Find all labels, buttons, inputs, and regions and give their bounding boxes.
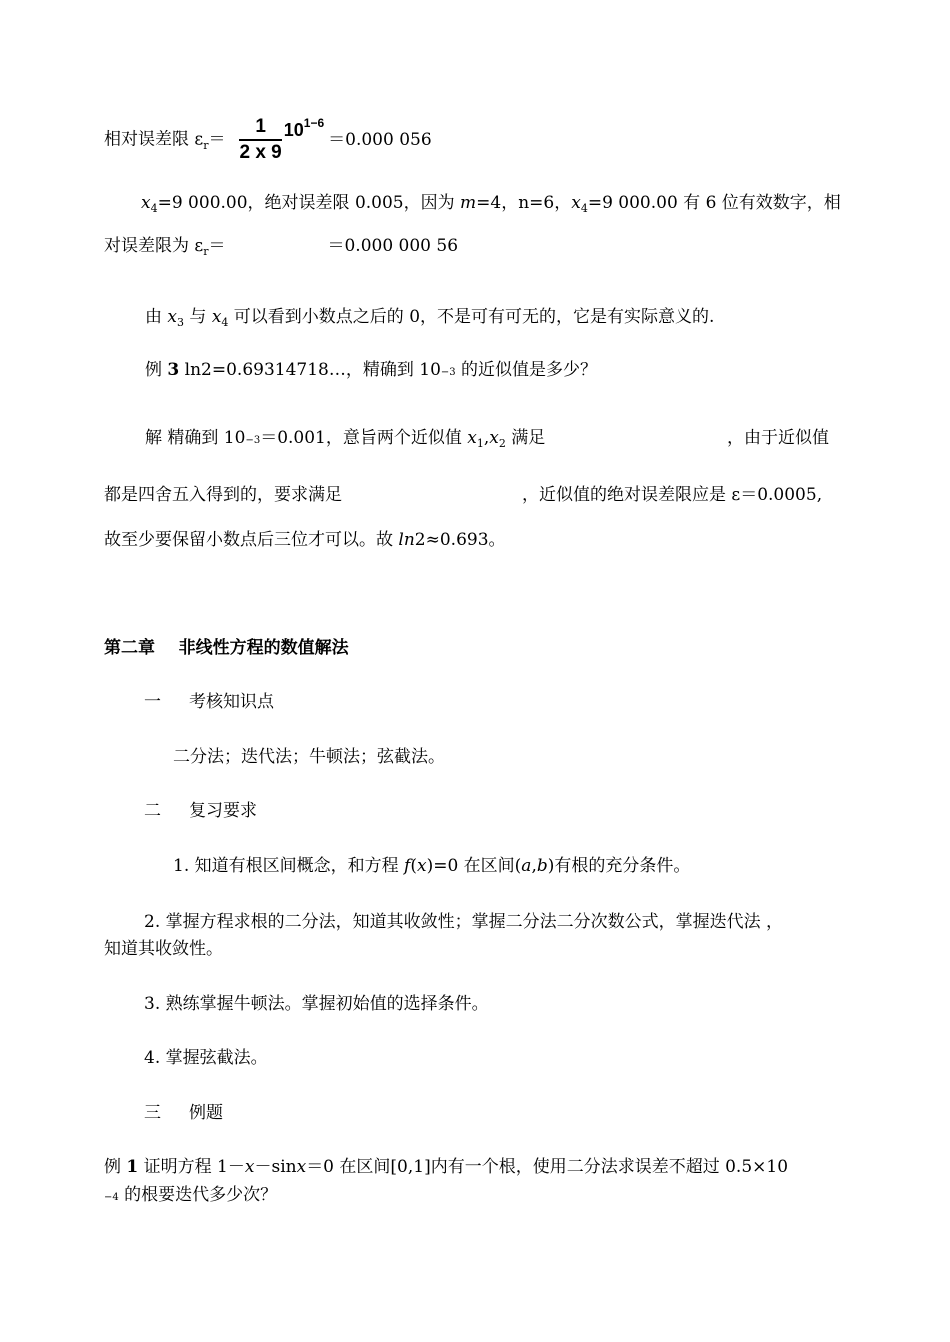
requirement-3: 3. 熟练掌握牛顿法。掌握初始值的选择条件。 bbox=[144, 994, 489, 1014]
section-1-heading bbox=[144, 690, 274, 714]
solution-line-1-tail bbox=[727, 426, 829, 450]
subscript: 4 bbox=[221, 316, 229, 329]
text: ＝0.000 056 bbox=[328, 129, 432, 150]
text: 都是四舍五入得到的，要求满足 bbox=[104, 485, 342, 505]
exponent: −3 bbox=[440, 367, 456, 378]
subscript: 1 bbox=[476, 437, 484, 450]
var: f bbox=[404, 856, 411, 876]
var: x bbox=[244, 1157, 255, 1177]
subscript: 2 bbox=[498, 437, 506, 450]
subscript: r bbox=[203, 245, 209, 258]
text: ＝0.001，意旨两个近似值 bbox=[260, 428, 468, 448]
subscript: r bbox=[203, 138, 209, 152]
exponent: −3 bbox=[245, 435, 261, 446]
example-number: 1 bbox=[126, 1157, 139, 1177]
example-1-line-2 bbox=[104, 1183, 277, 1210]
subscript: 4 bbox=[150, 202, 158, 215]
exponent: −4 bbox=[104, 1192, 119, 1203]
section-title: 例题 bbox=[189, 1103, 223, 1123]
example-1-line-1 bbox=[104, 1155, 788, 1179]
text: ，由于近似值 bbox=[727, 428, 829, 448]
text: ＝ bbox=[208, 129, 226, 150]
text: ln2=0.69314718…，精确到 10 bbox=[179, 360, 441, 380]
requirement-2-line-1: 2. 掌握方程求根的二分法，知道其收敛性；掌握二分法二分次数公式，掌握迭代法 ， bbox=[144, 912, 784, 932]
relative-error-line bbox=[104, 116, 432, 164]
var: x bbox=[167, 307, 177, 327]
text: 故至少要保留小数点后三位才可以。故 bbox=[104, 530, 399, 550]
x4-line bbox=[141, 191, 841, 217]
var: a bbox=[521, 856, 532, 876]
text: ＝0.000 000 56 bbox=[327, 236, 459, 256]
text: )=0 在区间( bbox=[426, 856, 522, 876]
var: x bbox=[467, 428, 477, 448]
section-number: 二 bbox=[144, 801, 161, 821]
fraction-bar bbox=[239, 139, 281, 141]
text: 例 bbox=[145, 360, 168, 380]
text: , bbox=[483, 428, 490, 448]
text: 可以看到小数点之后的 0，不是可有可无的，它是有实际意义的. bbox=[228, 307, 715, 327]
var: x bbox=[489, 428, 499, 448]
text: )有根的充分条件。 bbox=[547, 856, 691, 876]
subscript: 4 bbox=[580, 202, 588, 215]
text: 例 bbox=[104, 1157, 127, 1177]
var: x bbox=[571, 193, 581, 213]
solution-line-2 bbox=[104, 483, 342, 507]
section-title: 考核知识点 bbox=[189, 692, 274, 712]
text: ( bbox=[410, 856, 417, 876]
section-3-heading bbox=[144, 1101, 223, 1125]
var: x bbox=[416, 856, 427, 876]
power-exponent: 1−6 bbox=[303, 115, 325, 130]
x3-x4-line bbox=[145, 305, 714, 331]
var: x bbox=[141, 193, 151, 213]
text: =9 000.00，绝对误差限 0.005，因为 bbox=[157, 193, 461, 213]
text: 与 bbox=[184, 307, 212, 327]
text: 的根要迭代多少次？ bbox=[118, 1185, 278, 1205]
text: 解 精确到 10 bbox=[145, 428, 246, 448]
power-base: 10 bbox=[283, 119, 304, 140]
text: ＝ bbox=[208, 236, 226, 256]
requirement-4: 4. 掌握弦截法。 bbox=[144, 1048, 268, 1068]
var: x bbox=[296, 1157, 307, 1177]
example-number: 3 bbox=[167, 360, 180, 380]
text: =9 000.00 有 6 位有效数字，相 bbox=[587, 193, 841, 213]
var: ln bbox=[398, 530, 415, 550]
solution-line-1 bbox=[145, 426, 545, 453]
var: x bbox=[211, 307, 222, 327]
text: 1. 知道有根区间概念，和方程 bbox=[173, 856, 405, 876]
text: 对误差限为 ε bbox=[104, 236, 204, 256]
fraction bbox=[239, 116, 281, 164]
var: m bbox=[460, 193, 477, 213]
relative-error-line-2 bbox=[104, 234, 458, 260]
fraction-numerator: 1 bbox=[255, 116, 266, 137]
text: ＝0 在区间[0,1]内有一个根，使用二分法求误差不超过 0.5×10 bbox=[306, 1157, 789, 1177]
solution-line-2-tail bbox=[522, 483, 822, 507]
requirement-2-line-2: 知道其收敛性。 bbox=[104, 939, 223, 959]
section-2-heading bbox=[144, 799, 257, 823]
var: b bbox=[536, 856, 548, 876]
text: 相对误差限 ε bbox=[104, 129, 204, 150]
text: 证明方程 1－ bbox=[138, 1157, 245, 1177]
text: 由 bbox=[145, 307, 168, 327]
power bbox=[283, 115, 325, 140]
subscript: 3 bbox=[177, 316, 184, 329]
text: =4，n=6， bbox=[476, 193, 572, 213]
section-number: 一 bbox=[144, 692, 161, 712]
text: －sin bbox=[254, 1157, 297, 1177]
text: ，近似值的绝对误差限应是 ε＝0.0005, bbox=[522, 485, 823, 505]
requirement-1 bbox=[173, 854, 690, 878]
section-title: 复习要求 bbox=[189, 801, 257, 821]
fraction-denominator: 2 x 9 bbox=[239, 142, 282, 163]
text: 满足 bbox=[505, 428, 546, 448]
text: , bbox=[531, 856, 537, 876]
solution-line-3 bbox=[104, 528, 506, 552]
text: 的近似值是多少？ bbox=[455, 360, 598, 380]
section-1-body: 二分法；迭代法；牛顿法；弦截法。 bbox=[173, 747, 445, 767]
chapter-title: 第二章 非线性方程的数值解法 bbox=[104, 638, 349, 658]
text: 2≈0.693。 bbox=[414, 530, 506, 550]
section-number: 三 bbox=[144, 1103, 161, 1123]
example-3-line bbox=[145, 358, 597, 385]
